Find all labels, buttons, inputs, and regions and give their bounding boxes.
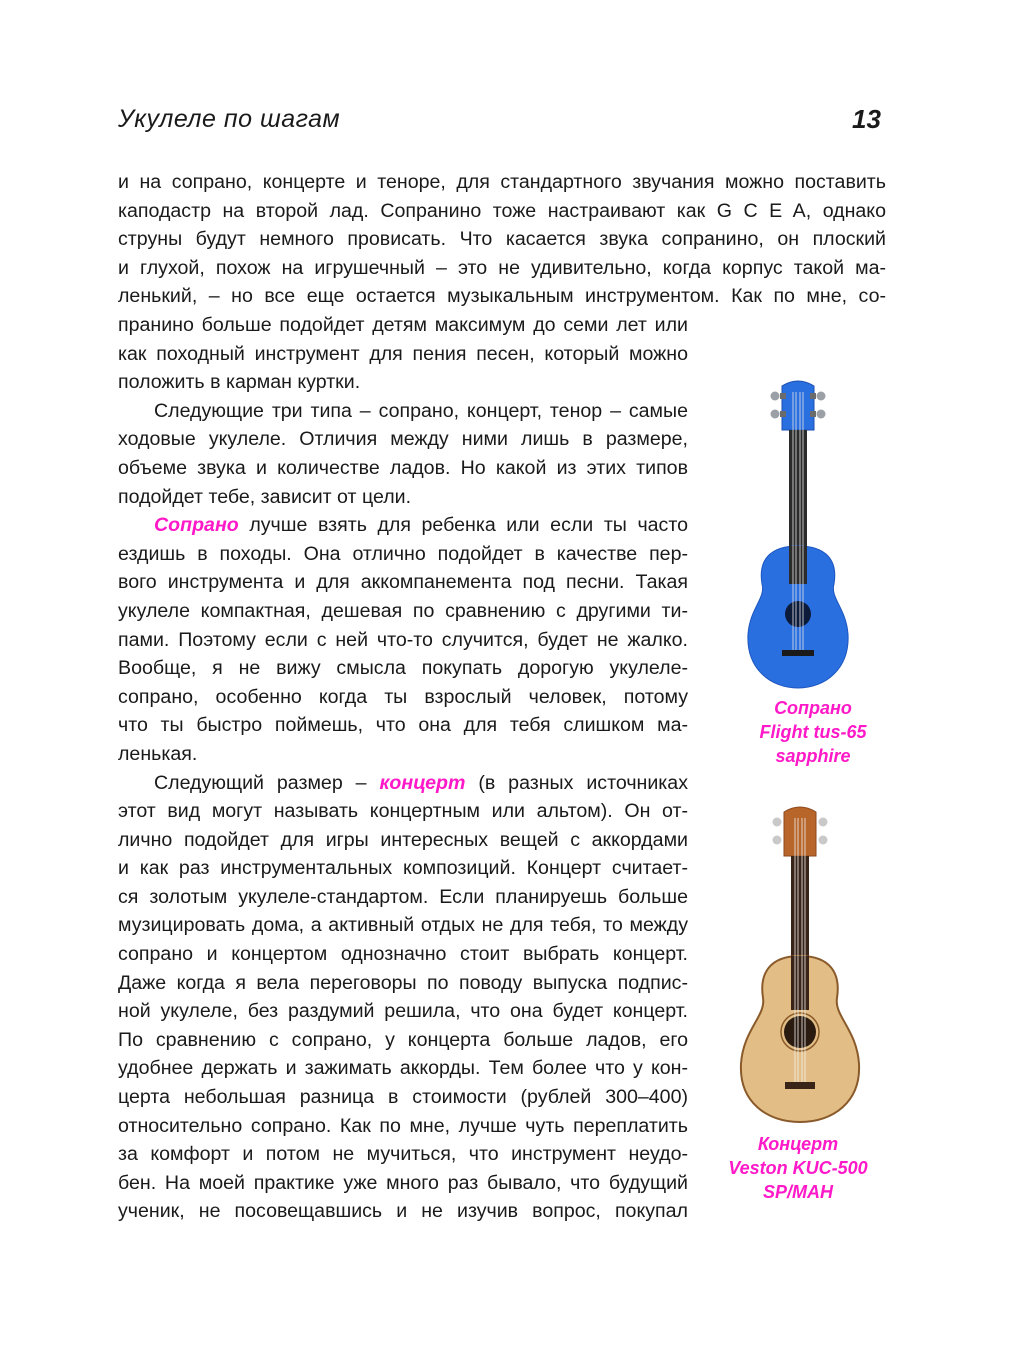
text-line: ездишь в походы. Она отлично подойдет в качестве пер- xyxy=(118,542,688,565)
text-line: и глухой, похож на игрушечный – это не удивительно, когда корпус такой ма- xyxy=(118,256,886,279)
caption-line: Veston KUC-500 xyxy=(728,1158,868,1178)
soprano-caption xyxy=(703,696,923,768)
caption-line: sapphire xyxy=(775,746,851,766)
text-line: сопрано и концертом однозначно стоит выбрать концерт. xyxy=(118,943,688,966)
body-text-column xyxy=(118,311,688,1226)
caption-line: Flight tus-65 xyxy=(759,722,867,742)
text-line: удобнее держать и зажимать аккорды. Тем более что у кон- xyxy=(118,1057,688,1080)
caption-line: Концерт xyxy=(757,1134,839,1154)
concert-caption xyxy=(688,1132,908,1204)
body-paragraph-continued xyxy=(118,168,886,311)
soprano-ukulele-image xyxy=(740,378,856,692)
text-line: струны будут немного провисать. Что касается звука сопранино, он плоский xyxy=(118,228,886,251)
running-header-title: Укулеле по шагам xyxy=(118,105,341,133)
text-fragment: Следующий размер – xyxy=(154,771,380,794)
concert-ukulele-image xyxy=(735,806,865,1124)
text-line: ной укулеле, без раздумий решила, что она будет концерт. xyxy=(118,1000,688,1023)
text-line: вого инструмента и для аккомпанемента под песни. Такая xyxy=(118,571,688,594)
text-line: укулеле компактная, дешевая по сравнению с другими ти- xyxy=(118,599,688,622)
text-line: что ты быстро поймешь, что она для тебя слишком ма- xyxy=(118,714,688,737)
text-line: ученик, не посовещавшись и не изучив вопрос, покупал xyxy=(118,1200,688,1223)
text-line-soprano xyxy=(118,511,688,540)
text-line: каподастр на второй лад. Сопранино тоже настраивают как G C E A, однако xyxy=(118,199,886,222)
text-line: подойдет тебе, зависит от цели. xyxy=(118,485,412,508)
text-line: сопрано, особенно когда ты взрослый человек, потому xyxy=(118,685,688,708)
text-line: и как раз инструментальных композиций. Концерт считает- xyxy=(118,857,688,880)
text-line: положить в карман куртки. xyxy=(118,371,361,394)
text-line: Следующие три типа – сопрано, концерт, тенор – самые xyxy=(154,399,688,422)
text-line: ленькая. xyxy=(118,742,198,765)
text-line-concert xyxy=(118,769,688,798)
text-line: бен. На моей практике уже много раз бывало, что будущий xyxy=(118,1171,688,1194)
text-fragment: лучше взять для ребенка или если ты часто xyxy=(238,514,688,537)
text-line: объеме звука и количестве ладов. Но какой из этих типов xyxy=(118,456,688,479)
text-line: за комфорт и потом не мучиться, что инструмент неудо- xyxy=(118,1143,688,1166)
page-number: 13 xyxy=(852,104,881,134)
highlight-soprano: Сопрано xyxy=(154,514,239,537)
text-line: относительно сопрано. Как по мне, лучше чуть переплатить xyxy=(118,1114,688,1137)
text-line: По сравнению с сопрано, у концерта больше ладов, его xyxy=(118,1028,688,1051)
text-line: пами. Поэтому если с ней что-то случится, будет не жалко. xyxy=(118,628,688,651)
caption-line: SP/MAH xyxy=(762,1182,833,1202)
text-line: музицировать дома, а активный отдых не для тебя, то между xyxy=(118,914,688,937)
text-line: и на сопрано, концерте и теноре, для стандартного звучания можно поставить xyxy=(118,171,886,193)
text-line: Даже когда я вела переговоры по поводу выпуска подпис- xyxy=(118,971,688,994)
caption-line: Сопрано xyxy=(774,698,852,718)
text-line: лично подойдет для игры интересных вещей с аккордами xyxy=(118,828,688,851)
text-line: ленький, – но все еще остается музыкальным инструментом. Как по мне, со- xyxy=(118,285,886,308)
text-line: как походный инструмент для пения песен, который можно xyxy=(118,342,688,365)
text-line: церта небольшая разница в стоимости (рублей 300–400) xyxy=(118,1086,688,1109)
text-line: пранино больше подойдет детям максимум до семи лет или xyxy=(118,314,688,336)
text-line: Вообще, я не вижу смысла покупать дорогую укулеле- xyxy=(118,657,688,680)
highlight-concert: концерт xyxy=(379,771,466,794)
text-line: этот вид могут называть концертным или альтом). Он от- xyxy=(118,800,688,823)
text-fragment: (в разных источниках xyxy=(465,771,688,794)
text-line: ходовые укулеле. Отличия между ними лишь в размере, xyxy=(118,428,688,451)
text-line: ся золотым укулеле-стандартом. Если планируешь больше xyxy=(118,885,688,908)
